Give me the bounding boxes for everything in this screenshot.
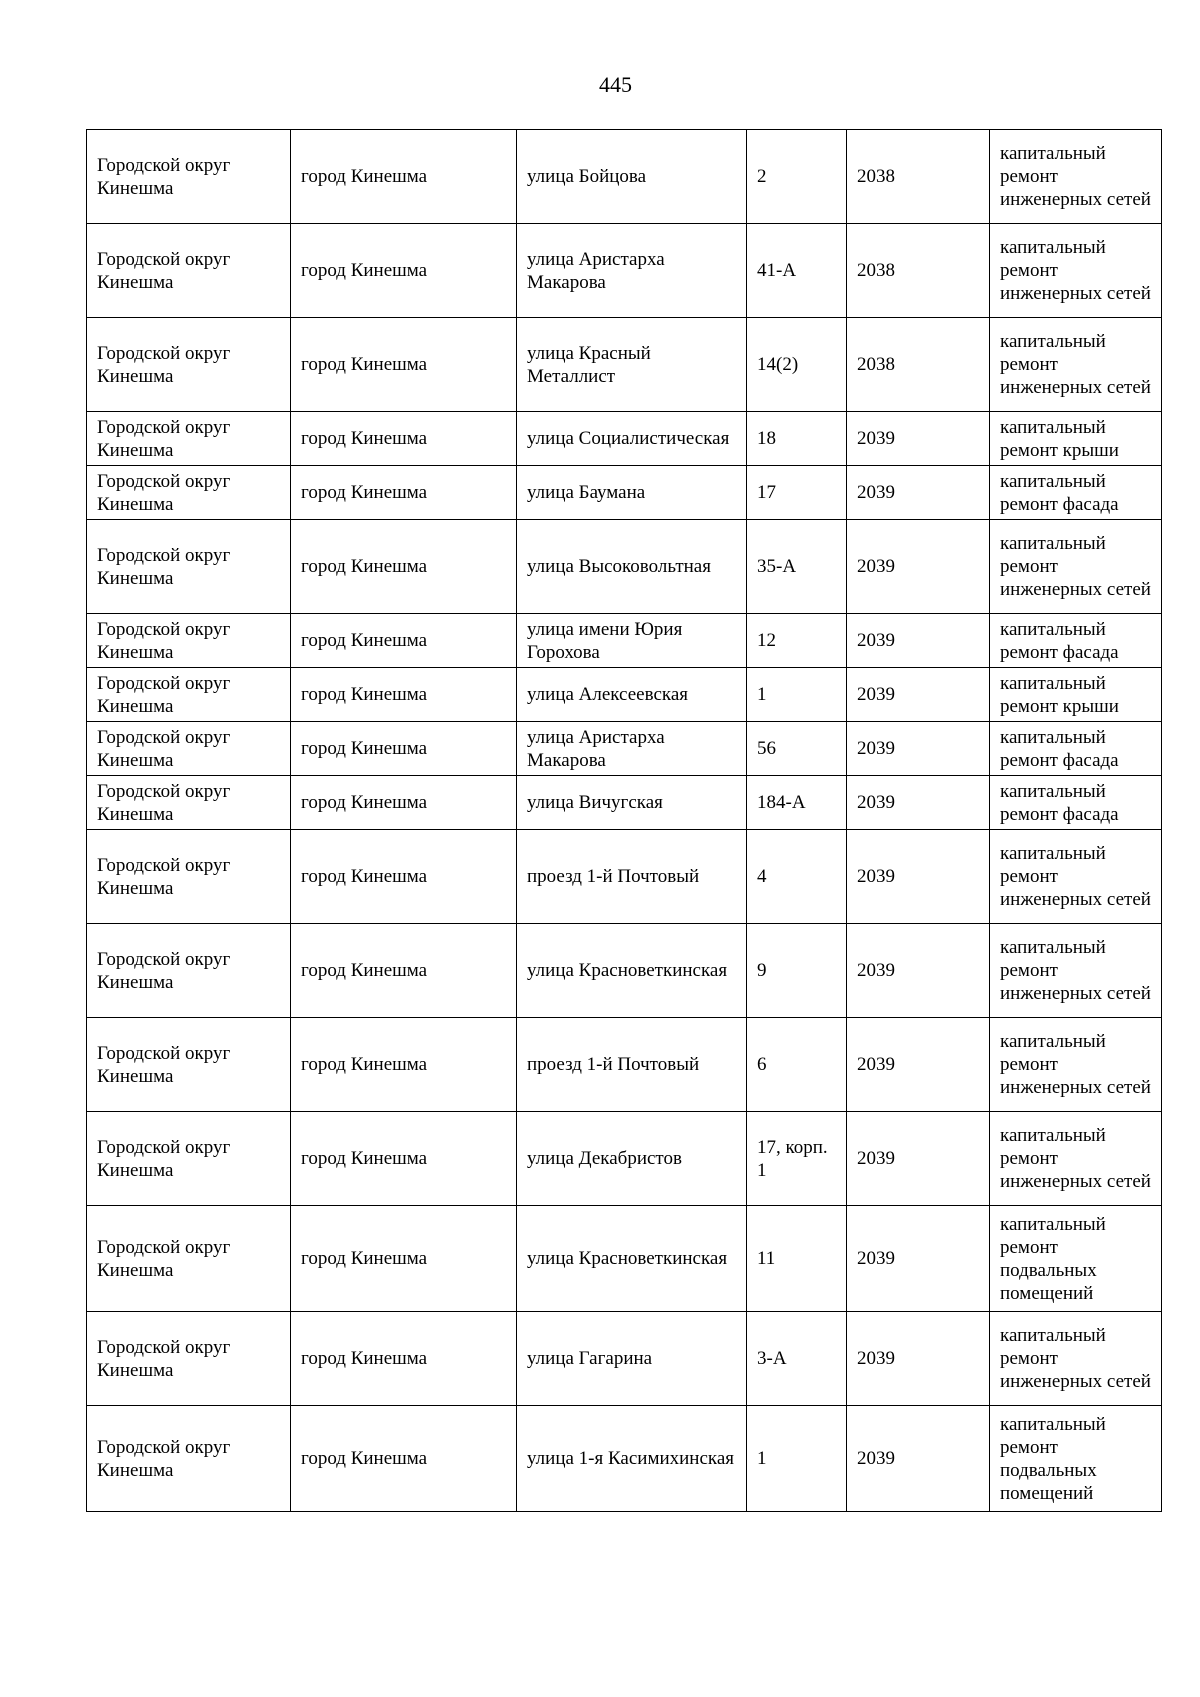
year-cell: 2039 [847,668,990,722]
district-cell: Городской округ Кинешма [87,1018,291,1112]
street-cell: улица Гагарина [517,1312,747,1406]
house-cell: 35-А [747,520,847,614]
work-cell: капитальный ремонт крыши [990,668,1162,722]
district-cell: Городской округ Кинешма [87,520,291,614]
district-cell: Городской округ Кинешма [87,412,291,466]
street-cell: улица Аристарха Макарова [517,224,747,318]
year-cell: 2039 [847,466,990,520]
street-cell: улица Баумана [517,466,747,520]
district-cell: Городской округ Кинешма [87,224,291,318]
locality-cell: город Кинешма [291,1312,517,1406]
locality-cell: город Кинешма [291,614,517,668]
house-cell: 17, корп. 1 [747,1112,847,1206]
work-cell: капитальный ремонт инженерных сетей [990,130,1162,224]
street-cell: улица Бойцова [517,130,747,224]
house-cell: 17 [747,466,847,520]
house-cell: 12 [747,614,847,668]
locality-cell: город Кинешма [291,1406,517,1512]
year-cell: 2039 [847,1112,990,1206]
year-cell: 2039 [847,1312,990,1406]
table-row [87,520,1162,614]
locality-cell: город Кинешма [291,466,517,520]
year-cell: 2039 [847,722,990,776]
work-cell: капитальный ремонт инженерных сетей [990,1312,1162,1406]
street-cell: улица Аристарха Макарова [517,722,747,776]
street-cell: улица имени Юрия Горохова [517,614,747,668]
street-cell: проезд 1-й Почтовый [517,830,747,924]
table-row [87,1406,1162,1512]
house-cell: 56 [747,722,847,776]
house-cell: 18 [747,412,847,466]
year-cell: 2039 [847,614,990,668]
table-row [87,1018,1162,1112]
locality-cell: город Кинешма [291,1206,517,1312]
work-cell: капитальный ремонт крыши [990,412,1162,466]
year-cell: 2039 [847,1018,990,1112]
street-cell: улица Красный Металлист [517,318,747,412]
district-cell: Городской округ Кинешма [87,668,291,722]
year-cell: 2039 [847,412,990,466]
locality-cell: город Кинешма [291,412,517,466]
table-row [87,466,1162,520]
house-cell: 1 [747,1406,847,1512]
district-cell: Городской округ Кинешма [87,722,291,776]
locality-cell: город Кинешма [291,924,517,1018]
table-row [87,1312,1162,1406]
work-cell: капитальный ремонт инженерных сетей [990,520,1162,614]
house-cell: 1 [747,668,847,722]
district-cell: Городской округ Кинешма [87,1406,291,1512]
work-cell: капитальный ремонт инженерных сетей [990,830,1162,924]
locality-cell: город Кинешма [291,1018,517,1112]
year-cell: 2039 [847,776,990,830]
work-cell: капитальный ремонт фасада [990,722,1162,776]
work-cell: капитальный ремонт инженерных сетей [990,318,1162,412]
house-cell: 4 [747,830,847,924]
work-cell: капитальный ремонт инженерных сетей [990,224,1162,318]
work-cell: капитальный ремонт подвальных помещений [990,1206,1162,1312]
table-row [87,614,1162,668]
house-cell: 14(2) [747,318,847,412]
house-cell: 2 [747,130,847,224]
locality-cell: город Кинешма [291,722,517,776]
year-cell: 2038 [847,224,990,318]
district-cell: Городской округ Кинешма [87,466,291,520]
house-cell: 184-А [747,776,847,830]
locality-cell: город Кинешма [291,130,517,224]
locality-cell: город Кинешма [291,776,517,830]
street-cell: улица Декабристов [517,1112,747,1206]
house-cell: 11 [747,1206,847,1312]
table-row [87,668,1162,722]
table-row [87,224,1162,318]
district-cell: Городской округ Кинешма [87,614,291,668]
district-cell: Городской округ Кинешма [87,776,291,830]
street-cell: улица Красноветкинская [517,1206,747,1312]
table-row [87,1112,1162,1206]
work-cell: капитальный ремонт инженерных сетей [990,1112,1162,1206]
house-cell: 3-А [747,1312,847,1406]
house-cell: 9 [747,924,847,1018]
locality-cell: город Кинешма [291,1112,517,1206]
repair-schedule-table [86,129,1162,1512]
work-cell: капитальный ремонт подвальных помещений [990,1406,1162,1512]
street-cell: улица Красноветкинская [517,924,747,1018]
locality-cell: город Кинешма [291,668,517,722]
district-cell: Городской округ Кинешма [87,318,291,412]
table-row [87,924,1162,1018]
year-cell: 2039 [847,1206,990,1312]
work-cell: капитальный ремонт фасада [990,466,1162,520]
district-cell: Городской округ Кинешма [87,130,291,224]
locality-cell: город Кинешма [291,224,517,318]
locality-cell: город Кинешма [291,520,517,614]
year-cell: 2039 [847,830,990,924]
year-cell: 2038 [847,130,990,224]
table-row [87,130,1162,224]
table-row [87,1206,1162,1312]
table-row [87,830,1162,924]
district-cell: Городской округ Кинешма [87,830,291,924]
street-cell: улица Вичугская [517,776,747,830]
work-cell: капитальный ремонт инженерных сетей [990,924,1162,1018]
work-cell: капитальный ремонт фасада [990,776,1162,830]
page-number: 445 [599,72,632,97]
work-cell: капитальный ремонт фасада [990,614,1162,668]
street-cell: улица Высоковольтная [517,520,747,614]
street-cell: улица Алексеевская [517,668,747,722]
house-cell: 41-А [747,224,847,318]
work-cell: капитальный ремонт инженерных сетей [990,1018,1162,1112]
year-cell: 2039 [847,520,990,614]
district-cell: Городской округ Кинешма [87,924,291,1018]
table-row [87,412,1162,466]
year-cell: 2039 [847,924,990,1018]
locality-cell: город Кинешма [291,830,517,924]
year-cell: 2039 [847,1406,990,1512]
locality-cell: город Кинешма [291,318,517,412]
table-row [87,776,1162,830]
district-cell: Городской округ Кинешма [87,1206,291,1312]
table-row [87,318,1162,412]
street-cell: улица 1-я Касимихинская [517,1406,747,1512]
district-cell: Городской округ Кинешма [87,1112,291,1206]
table-row [87,722,1162,776]
house-cell: 6 [747,1018,847,1112]
street-cell: проезд 1-й Почтовый [517,1018,747,1112]
street-cell: улица Социалистическая [517,412,747,466]
year-cell: 2038 [847,318,990,412]
district-cell: Городской округ Кинешма [87,1312,291,1406]
